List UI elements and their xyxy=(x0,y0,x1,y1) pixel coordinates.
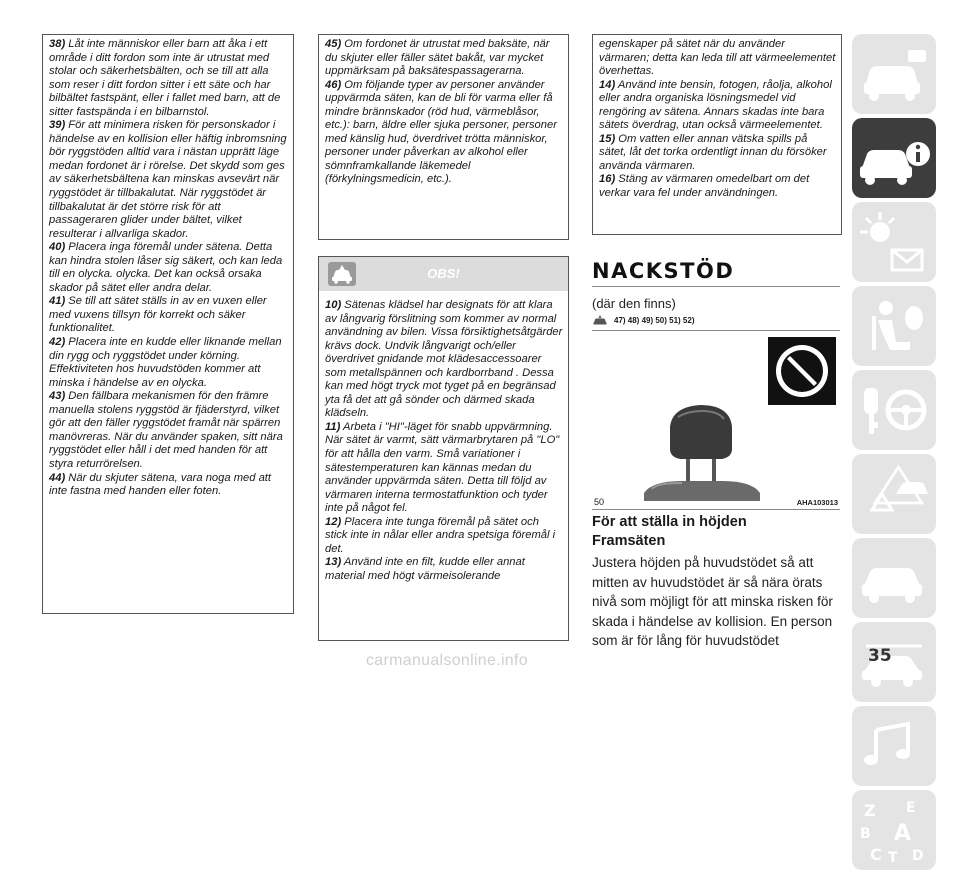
warning-item: 43) Den fällbara mekanismen för den främre manuella stolens ryggstöd är fjäderstyrd, vilket gör att den fäller ryggstödet framåt när spärren manövreras. När du använder spaken, sitt nära ryggstödet eller håll i det med handen för att styra returrörelsen. xyxy=(49,390,283,470)
index-letter: T xyxy=(888,850,898,866)
obs-item: 12) Placera inte tunga föremål på sätet och stick inte in nålar eller andra spetsiga föremål i det. xyxy=(325,515,556,555)
alphabet-index-icon xyxy=(852,790,936,870)
tab-car-info[interactable] xyxy=(852,118,936,198)
section-note: (där den finns) xyxy=(592,296,676,311)
obs-continuation-text: egenskaper på sätet när du använder värmaren; detta kan leda till att värmeelementet överhettas. xyxy=(599,38,836,78)
key-steering-icon xyxy=(852,370,936,450)
chapter-sidebar xyxy=(852,34,936,874)
obs-header xyxy=(319,257,568,291)
warning-triangle-car-icon xyxy=(852,454,936,534)
tab-maintenance[interactable] xyxy=(852,538,936,618)
index-letter: C xyxy=(870,845,882,864)
warning-item: 38) Låt inte människor eller barn att åka i ett område i ditt fordon som inte är utrustat med stolar och säkerhetsbälten, och se till att alla som reser i ditt fordon sitter i ett säte och har bilbältet fastspänt, eller i fallet med barn, att de sitter fastspända i en bilbarnstol. xyxy=(49,38,281,118)
obs-body xyxy=(319,291,568,587)
car-dashboard-icon xyxy=(852,34,936,114)
obs-item: 15) Om vatten eller annan vätska spills på sätet, låt det torka ordentligt innan du försöker använda värmaren. xyxy=(599,132,827,172)
multimedia-icon xyxy=(852,706,936,786)
obs-item: 14) Använd inte bensin, fotogen, råolja, alkohol eller andra organiska lösningsmedel vid rengöring av sätena. Annars skadas inte bara sätets överdrag, utan också värmeelementet. xyxy=(599,78,832,132)
warning-item: 42) Placera inte en kudde eller liknande mellan din rygg och ryggstödet under körning. Effektiviteten hos huvudstöden kommer att minska i händelse av en olycka. xyxy=(49,336,282,389)
column-1 xyxy=(42,34,294,614)
car-maintenance-icon xyxy=(852,538,936,618)
index-letter: E xyxy=(906,800,916,816)
lights-message-icon xyxy=(852,202,936,282)
index-letter: A xyxy=(894,821,912,846)
section-title: NACKSTÖD xyxy=(592,259,735,283)
body-text: Justera höjden på huvudstödet så att mitten av huvudstödet är så nära örats nivå som möjligt för att minska risken för skada i händelse av kollision. En person som är för lång för huvudstödet xyxy=(592,555,833,649)
reference-numbers: 47) 48) 49) 50) 51) 52) xyxy=(614,316,695,325)
warning-item: 45) Om fordonet är utrustat med baksäte, när du skjuter eller fäller sätet bakåt, var mycket uppmärksam på baksätespassagerarna. xyxy=(325,38,550,78)
obs-item: 10) Sätenas klädsel har designats för att klara av långvarig förslitning som kommer av normal användning av bilen. Vissa försiktighetsåtgärder krävs dock. Undvik långvarigt och/eller överdrivet gnidande mot klädesaccessoarer som metallspännen och kardborrband . Dessa kan med högt tryck mot tyget på en begränsad yta få det att gå sönder och därmed skada klädseln. xyxy=(325,299,563,420)
car-warning-icon xyxy=(592,315,608,326)
obs-item: 13) Använd inte en filt, kudde eller annat material med högt värmeisolerande xyxy=(325,556,525,582)
index-letter: Z xyxy=(864,801,876,820)
obs-box xyxy=(318,256,569,641)
obs-title: OBS! xyxy=(427,266,460,281)
figure-code: AHA103013 xyxy=(796,498,838,507)
headrest-figure xyxy=(592,330,840,510)
warning-item: 44) När du skjuter sätena, vara noga med att inte fastna med handen eller foten. xyxy=(49,471,272,498)
column-3 xyxy=(592,34,842,651)
warning-box-2 xyxy=(318,34,569,240)
tab-emergency[interactable] xyxy=(852,454,936,534)
column-2 xyxy=(318,34,569,641)
index-letter: B xyxy=(860,826,871,842)
page-number: 35 xyxy=(868,646,892,666)
tab-starting[interactable] xyxy=(852,370,936,450)
subheading-front-seats: Framsäten xyxy=(592,533,666,549)
obs-item: 16) Stäng av värmaren omedelbart om det verkar vara fel under användningen. xyxy=(599,173,810,200)
figure-number: 50 xyxy=(594,497,605,507)
section-divider xyxy=(592,286,840,287)
headrest-illustration xyxy=(592,331,840,511)
index-letter: D xyxy=(912,848,924,864)
subheading-height: För att ställa in höjden xyxy=(592,514,747,530)
obs-continuation-box xyxy=(592,34,842,235)
tab-multimedia[interactable] xyxy=(852,706,936,786)
tab-dashboard[interactable] xyxy=(852,34,936,114)
warning-item: 46) Om följande typer av personer använder uppvärmda säten, kan de bli för varma eller få mindre brännskador (röd hud, värmeblåsor, etc.): barn, äldre eller sjuka personer, personer med känslig hud, överdrivet trötta människor, personer under påverkan av alkohol eller sömnframkallande läkemedel (förkylningsmedicin, etc.). xyxy=(325,78,557,186)
tab-index[interactable] xyxy=(852,790,936,870)
tab-lights[interactable] xyxy=(852,202,936,282)
warning-item: 40) Placera inga föremål under sätena. Detta kan hindra stolen låser sig säkert, och kan leda till en olycka. olycka. Det kan också orsaka skador på sätet eller andra delar. xyxy=(49,241,283,294)
warning-item: 39) För att minimera risken för personskador i händelse av en kollision eller häftig inbromsning bör ryggstöden alltid vara i nästan upprätt läge medan fordonet är i rörelse. Det skydd som ges av säkerhetsbältena kan minskas avsevärt när ryggstödet är tillbakalutat. När ryggstödet är tillbakalutat är det större risk för att passageraren glider under bältet, vilket resulterar i allvarliga skador. xyxy=(49,119,287,240)
warning-box-1 xyxy=(42,34,294,614)
warning-references xyxy=(592,315,842,327)
obs-item: 11) Arbeta i "HI"-läget för snabb uppvärmning. När sätet är varmt, sätt värmarbrytaren på "LO" för att hålla den varm. Små variationer i sätestemperaturen kan kännas medan du använder uppvärmda säten. Detta till följd av värmaren interna termostatfunktion och tyder inte på något fel. xyxy=(325,420,560,515)
airbag-seat-icon xyxy=(852,286,936,366)
warning-item: 41) Se till att sätet ställs in av en vuxen eller med vuxens tillsyn för korrekt och säker funktionalitet. xyxy=(49,295,267,335)
tab-safety[interactable] xyxy=(852,286,936,366)
watermark: carmanualsonline.info xyxy=(366,652,528,669)
car-info-icon xyxy=(852,118,936,198)
